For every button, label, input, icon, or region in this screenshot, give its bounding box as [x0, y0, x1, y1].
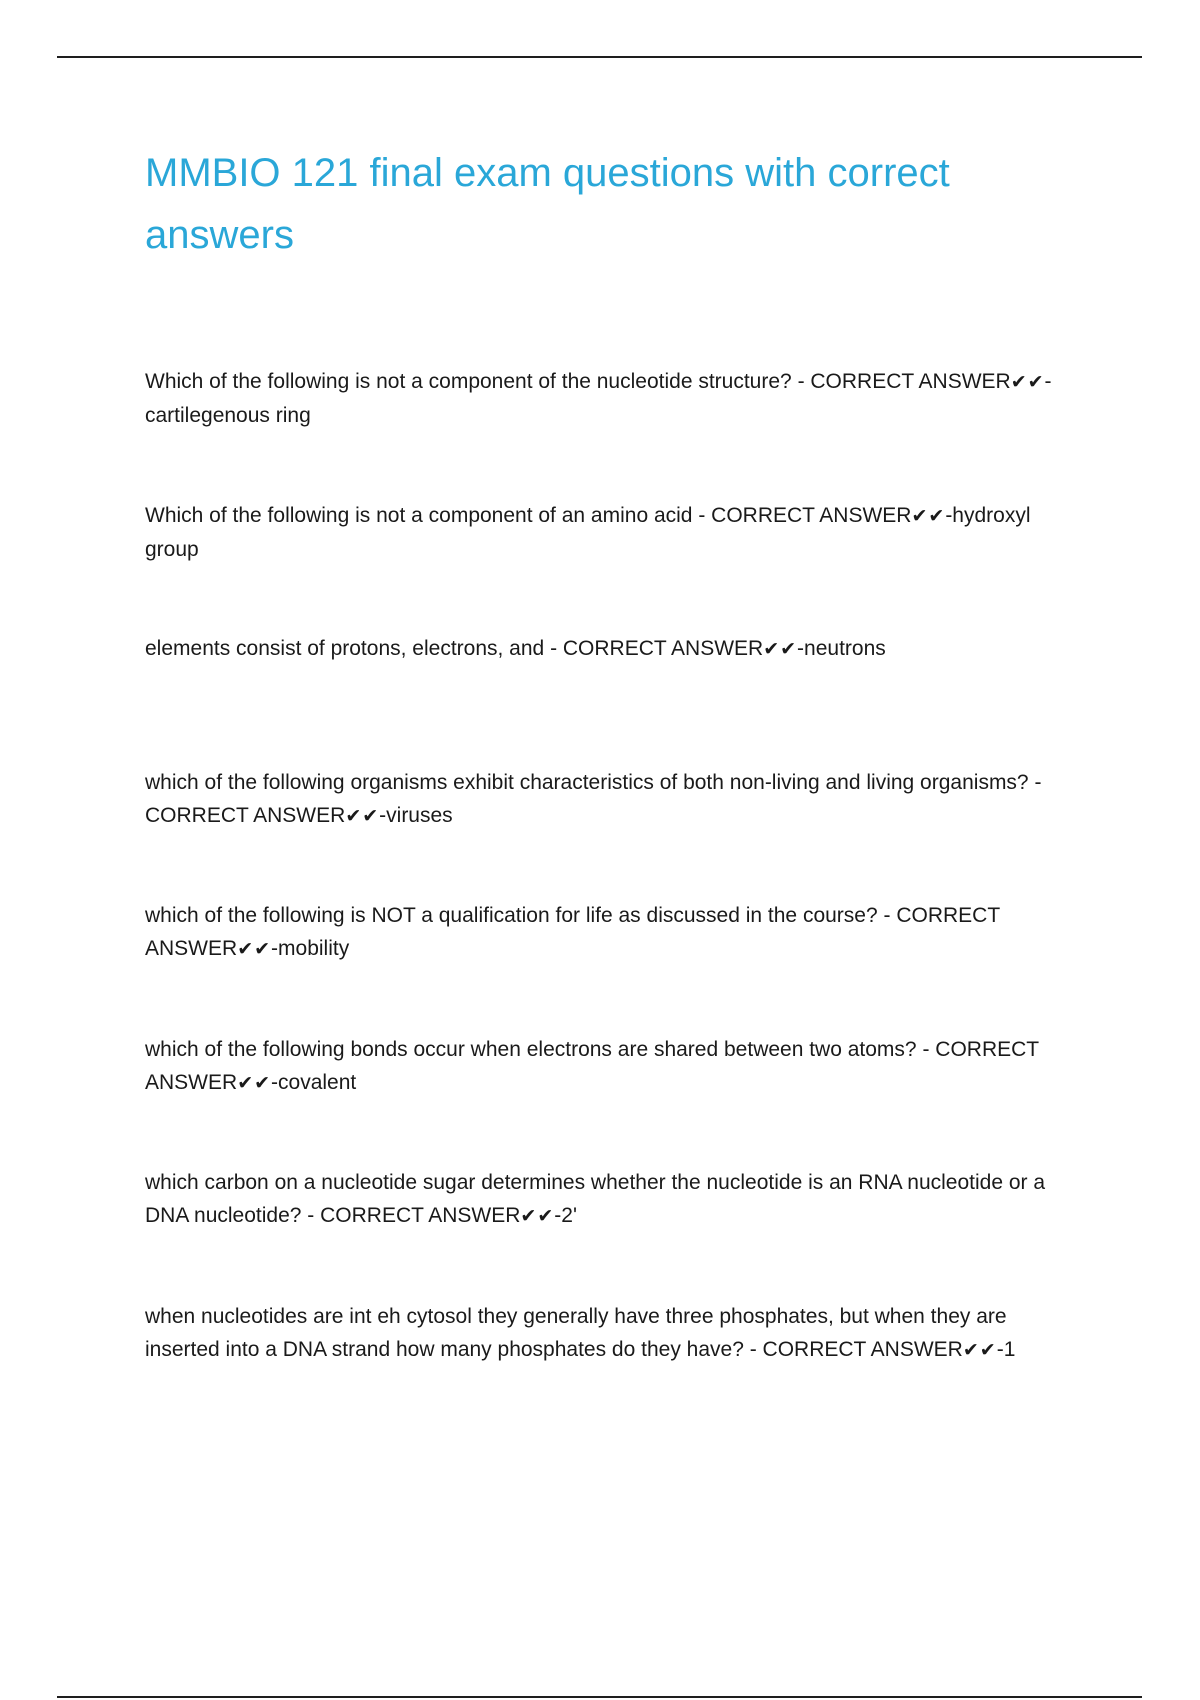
check-mark-icon: ✔✔ [1010, 371, 1045, 393]
check-mark-icon: ✔✔ [520, 1205, 555, 1227]
check-mark-icon: ✔✔ [345, 804, 380, 827]
check-mark-icon: ✔✔ [237, 938, 272, 960]
question-item [145, 632, 1085, 766]
check-mark-icon: ✔✔ [962, 1338, 997, 1361]
check-mark-icon: ✔✔ [911, 504, 946, 527]
answer-text: -cartilegenous ring [145, 370, 1052, 427]
question-text: when nucleotides are int eh cytosol they generally have three phosphates, but when they are inserted into a DNA strand how many phosphates do they have? [145, 1304, 1007, 1361]
check-mark-icon: ✔✔ [237, 1071, 272, 1094]
question-text: Which of the following is not a component of the nucleotide structure? [145, 370, 792, 393]
question-list [145, 365, 1085, 1433]
answer-text: -1 [996, 1337, 1016, 1361]
correct-answer-label: - CORRECT ANSWER [550, 637, 764, 660]
question-item [145, 899, 1085, 1033]
header-rule [57, 56, 1142, 58]
question-item [145, 766, 1085, 900]
question-text: which of the following organisms exhibit characteristics of both non-living and living organisms? [145, 770, 1029, 794]
answer-text: -neutrons [797, 637, 886, 660]
question-text: which carbon on a nucleotide sugar determines whether the nucleotide is an RNA nucleotide or a DNA nucleotide? [145, 1171, 1046, 1227]
question-text: which of the following bonds occur when electrons are shared between two atoms? [145, 1037, 917, 1061]
answer-text: -covalent [271, 1070, 357, 1094]
question-item [145, 365, 1085, 499]
correct-answer-label: - CORRECT ANSWER [797, 370, 1011, 393]
question-text: which of the following is NOT a qualification for life as discussed in the course? [145, 904, 878, 927]
correct-answer-label: - CORRECT ANSWER [698, 503, 912, 527]
question-item [145, 499, 1085, 633]
document-title: MMBIO 121 final exam questions with correct answers [145, 151, 950, 257]
correct-answer-label: - CORRECT ANSWER [145, 770, 1042, 827]
question-item [145, 1033, 1085, 1167]
footer-rule [57, 1696, 1142, 1698]
answer-text: -viruses [379, 803, 453, 827]
answer-text: -hydroxyl group [145, 503, 1031, 561]
correct-answer-label: - CORRECT ANSWER [145, 1037, 1039, 1094]
answer-text: -2' [554, 1204, 577, 1227]
question-item [145, 1300, 1085, 1434]
correct-answer-label: - CORRECT ANSWER [145, 904, 1000, 960]
correct-answer-label: - CORRECT ANSWER [307, 1204, 521, 1227]
question-item [145, 1166, 1085, 1300]
check-mark-icon: ✔✔ [763, 638, 798, 660]
question-text: Which of the following is not a component of an amino acid [145, 503, 693, 527]
question-text: elements consist of protons, electrons, and [145, 637, 545, 660]
answer-text: -mobility [271, 937, 350, 960]
correct-answer-label: - CORRECT ANSWER [749, 1337, 963, 1361]
